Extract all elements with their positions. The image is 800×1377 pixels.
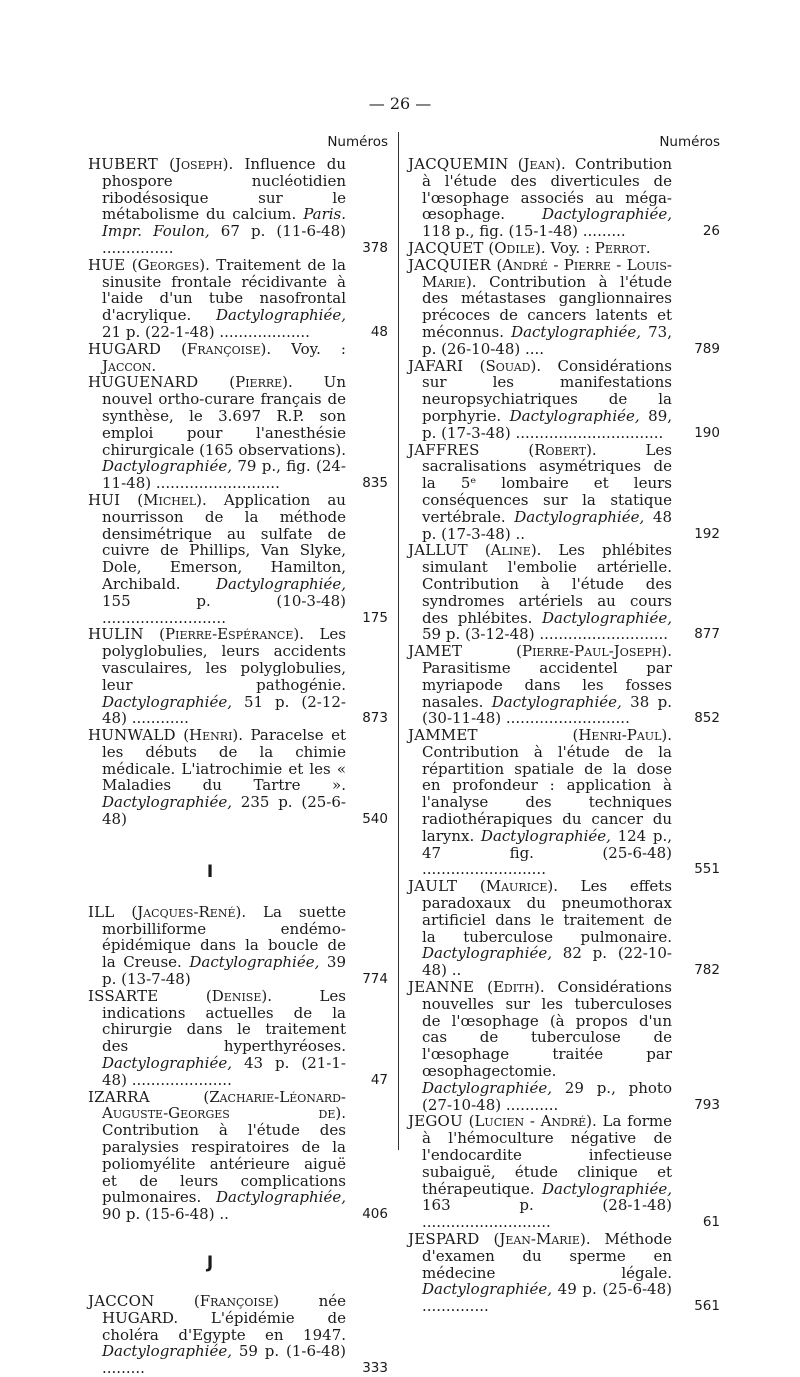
entry-number: 540	[362, 811, 388, 828]
index-entry	[408, 878, 720, 979]
entry-given-name: (Maurice).	[479, 877, 559, 896]
index-entry	[88, 988, 388, 1089]
entry-name: HUBERT	[88, 155, 158, 173]
entry-name: IZARRA	[88, 1087, 150, 1106]
entry-text	[408, 240, 672, 257]
entry-title: Méthode d'examen du sperme en médecine légale.	[422, 1230, 672, 1282]
entry-name: HUNWALD	[88, 726, 176, 745]
entry-name: JACQUEMIN	[408, 155, 509, 173]
entry-text	[408, 878, 672, 979]
entry-format: Dactylographiée,	[542, 608, 672, 627]
entry-format: Dactylographiée,	[189, 953, 320, 972]
entry-format: Dactylographiée,	[216, 1188, 346, 1207]
entry-given-name: (Françoise)	[193, 1292, 280, 1311]
entry-given-name: (Aline).	[484, 541, 542, 560]
index-entry	[408, 156, 720, 240]
entry-given-name: (Michel).	[137, 490, 207, 509]
entry-details: 90 p. (15-6-48) ..	[102, 1205, 229, 1224]
entry-name: ISSARTE	[88, 986, 159, 1005]
entry-format: Dactylographiée,	[102, 793, 232, 812]
entry-number: 26	[702, 223, 720, 240]
page-number: — 26 —	[368, 94, 432, 113]
entry-details: 38 p. (30-11-48) ..........................	[422, 692, 673, 728]
entry-details: 89, p. (17-3-48) ...............................	[422, 406, 673, 442]
entry-number: 406	[362, 1206, 388, 1223]
index-entry	[88, 727, 388, 828]
index-entry	[88, 492, 388, 626]
index-entry	[408, 257, 720, 358]
entry-title: Traitement de la sinusite frontale récidivante à l'aide d'un tube nasofrontal d'acrylique.	[102, 255, 346, 325]
entry-text	[408, 643, 672, 727]
entry-title: Un nouvel ortho-curare français de synthèse, le 3.697 R.P. son emploi pour l'anesthésie chirurgicale (165 observations).	[102, 373, 346, 459]
entry-details: 82 p. (22-10-48) ..	[422, 944, 672, 980]
entry-text	[88, 156, 346, 257]
entry-given-name: (Odile).	[488, 238, 546, 257]
entry-text	[88, 988, 346, 1089]
entry-format: Dactylographiée,	[102, 692, 232, 711]
entry-given-name: (Denise).	[205, 986, 272, 1005]
entry-details: 235 p. (25-6-48)	[102, 793, 346, 829]
entry-details: 67 p. (11-6-48) ...............	[102, 222, 346, 257]
entry-format: Dactylographiée,	[509, 406, 640, 425]
entry-number: 835	[362, 475, 388, 492]
entry-details: 59 p. (3-12-48) ...........................	[422, 625, 669, 644]
entry-text	[88, 626, 346, 727]
entry-title: Voy. :	[291, 339, 346, 358]
entry-format: Dactylographiée,	[422, 944, 552, 963]
index-entry	[88, 626, 388, 727]
entry-details: 21 p. (22-1-48) ...................	[102, 322, 310, 341]
entry-name: HUGUENARD	[88, 373, 199, 392]
entry-number: 333	[362, 1360, 388, 1377]
entry-format: Dactylographiée,	[102, 457, 232, 476]
entry-text	[88, 1293, 346, 1377]
entry-format: Dactylographiée,	[511, 322, 642, 341]
entry-format: Dactylographiée,	[491, 692, 622, 711]
entry-format: Dactylographiée,	[422, 1078, 552, 1097]
entry-given-name: (André - Pierre - Louis-Marie).	[422, 255, 672, 291]
entry-text	[88, 904, 346, 988]
entry-text	[408, 1231, 672, 1315]
index-entry	[88, 257, 388, 341]
entry-name: JEGOU	[408, 1112, 463, 1131]
entry-given-name: (Pierre-Espérance).	[159, 625, 304, 644]
entry-number: 61	[702, 1214, 720, 1231]
index-entry	[88, 904, 388, 988]
entry-given-name: (Jean).	[517, 155, 566, 173]
index-entry	[88, 1293, 388, 1377]
entry-details: Perrot.	[594, 238, 651, 257]
entry-details: 163 p. (28-1-48) ...........................	[422, 1196, 672, 1232]
entry-details: 48 p. (17-3-48) ..	[422, 507, 672, 543]
entry-given-name: (Zacharie-Léonard-Auguste-Georges de).	[102, 1087, 346, 1123]
entry-title: Contribution à l'étude des paralysies respiratoires de la poliomyélite antérieure aiguë et de leurs complications pulmonaires.	[102, 1121, 346, 1207]
index-entry	[408, 1113, 720, 1231]
entry-list	[88, 904, 388, 1223]
entry-text	[408, 257, 672, 358]
entry-text	[408, 442, 672, 543]
entry-name: JAFARI	[408, 356, 464, 375]
entry-given-name: (Pierre).	[229, 373, 293, 392]
entry-given-name: (Robert).	[528, 440, 597, 459]
index-entry	[408, 442, 720, 543]
entry-text	[408, 358, 672, 442]
entry-list	[88, 1293, 388, 1377]
entry-title: Les sacralisations asymétriques de la 5ᵉ lombaire et leurs conséquences sur la statique vertébrale.	[422, 440, 672, 526]
column-divider	[398, 132, 399, 1150]
entry-name: HUGARD	[88, 339, 162, 358]
entry-number: 48	[370, 323, 388, 340]
entry-title: Contribution à l'étude des diverticules de l'œsophage associés au méga-œsophage.	[422, 155, 672, 224]
entry-number: 378	[362, 239, 388, 256]
entry-details: 73, p. (26-10-48) ....	[422, 322, 672, 358]
entry-details: 79 p., fig. (24-11-48) ..........................	[102, 457, 346, 493]
entry-format: Dactylographiée,	[422, 1280, 552, 1299]
column-header: Numéros	[659, 134, 720, 150]
entry-title: Considérations sur les manifestations neuropsychiatriques de la porphyrie.	[422, 356, 672, 425]
left-column	[88, 134, 388, 1377]
entry-given-name: (Henri-Paul).	[572, 726, 672, 745]
entry-number: 561	[694, 1298, 720, 1315]
entry-title: Les effets paradoxaux du pneumothorax artificiel dans le traitement de la tuberculose pulmonaire.	[422, 877, 672, 946]
entry-title: Paracelse et les débuts de la chimie médicale. L'iatrochimie et les « Maladies du Tartre ».	[102, 726, 346, 795]
entry-given-name: (Françoise).	[181, 339, 272, 358]
index-entry	[408, 979, 720, 1113]
index-entry	[408, 542, 720, 643]
entry-format: Dactylographiée,	[102, 1054, 232, 1073]
entry-list	[408, 156, 720, 1315]
entry-format: Paris. Impr. Foulon,	[102, 205, 346, 241]
entry-title: Considérations nouvelles sur les tuberculoses de l'œsophage (à propos d'un cas de tuberculose de l'œsophage traitée par œsophagectomie.	[422, 978, 672, 1081]
section-letter: J	[206, 1253, 214, 1274]
entry-name: JACQUET	[408, 238, 484, 257]
entry-given-name: (Souad).	[479, 356, 542, 375]
entry-format: Dactylographiée,	[542, 205, 672, 224]
entry-text	[88, 374, 346, 492]
entry-format: Dactylographiée,	[542, 1179, 672, 1198]
entry-number: 852	[694, 710, 720, 727]
entry-text	[408, 542, 672, 643]
entry-title: Contribution à l'étude de la répartition spatiale de la dose en profondeur : application à l'analyse des techniques radiothérapiques du cancer du larynx.	[422, 742, 672, 845]
entry-text	[88, 257, 346, 341]
entry-name: ILL	[88, 902, 115, 921]
index-entry	[88, 156, 388, 257]
index-entry	[408, 643, 720, 727]
entry-title: née HUGARD. L'épidémie de choléra d'Egypte en 1947.	[102, 1292, 346, 1344]
right-column	[408, 134, 720, 1315]
entry-text	[408, 979, 672, 1113]
entry-title: Application au nourrisson de la méthode densimétrique au sulfate de cuivre de Phillips, Van Slyke, Dole, Emerson, Hamilton, Archibald.	[102, 490, 346, 593]
entry-number: 192	[694, 525, 720, 542]
entry-format: Dactylographiée,	[216, 306, 346, 325]
entry-text	[408, 1113, 672, 1231]
index-entry	[88, 374, 388, 492]
entry-name: JALLUT	[408, 541, 468, 560]
entry-name: JACCON	[88, 1292, 155, 1311]
entry-format: Dactylographiée,	[480, 826, 611, 845]
entry-details: 29 p., photo (27-10-48) ...........	[422, 1078, 672, 1114]
entry-given-name: (Lucien - André).	[468, 1112, 597, 1131]
entry-text	[88, 341, 346, 375]
entry-given-name: (Jacques-René).	[131, 902, 247, 921]
entry-details: 43 p. (21-1-48) .....................	[102, 1054, 346, 1089]
entry-details: Jaccon.	[102, 356, 157, 375]
entry-name: JEANNE	[408, 978, 475, 997]
column-header: Numéros	[327, 134, 388, 150]
index-entry	[88, 1089, 388, 1223]
entry-name: HUI	[88, 490, 121, 509]
entry-format: Dactylographiée,	[216, 574, 346, 593]
entry-number: 47	[370, 1071, 388, 1088]
entry-number: 782	[694, 962, 720, 979]
entry-title: Voy. :	[550, 238, 595, 257]
entry-title: Parasitisme accidentel par myriapode dans les fosses nasales.	[422, 658, 672, 711]
entry-title: Les indications actuelles de la chirurgie dans le traitement des hyperthyréoses.	[102, 986, 346, 1056]
entry-details: 39 p. (13-7-48)	[102, 953, 346, 989]
entry-details: 49 p. (25-6-48) ..............	[422, 1280, 672, 1316]
index-entry	[408, 1231, 720, 1315]
entry-name: JESPARD	[408, 1230, 480, 1248]
index-entry	[408, 727, 720, 878]
entry-details: 124 p., 47 fig. (25-6-48) ..........................	[422, 826, 672, 879]
entry-number: 789	[694, 340, 720, 357]
entry-given-name: (Jean-Marie).	[493, 1230, 591, 1248]
section-letter: I	[206, 861, 214, 882]
entry-text	[408, 727, 672, 878]
entry-title: La forme à l'hémoculture négative de l'endocardite infectieuse subaiguë, étude clinique et thérapeutique.	[422, 1112, 672, 1198]
entry-given-name: (Henri).	[183, 726, 244, 745]
entry-title: La suette morbilliforme endémo-épidémique dans la boucle de la Creuse.	[102, 902, 346, 972]
entry-list	[88, 156, 388, 828]
entry-given-name: (Pierre-Paul-Joseph).	[516, 642, 672, 661]
entry-given-name: (Edith).	[487, 978, 545, 997]
entry-details: 118 p., fig. (15-1-48) .........	[422, 222, 626, 241]
entry-details: 59 p. (1-6-48) .........	[102, 1342, 346, 1377]
entry-number: 873	[362, 710, 388, 727]
entry-format: Dactylographiée,	[102, 1342, 232, 1361]
entry-name: HULIN	[88, 625, 144, 644]
index-entry	[408, 358, 720, 442]
entry-number: 190	[694, 424, 720, 441]
entry-number: 774	[362, 971, 388, 988]
entry-name: JAMET	[408, 642, 463, 661]
entry-title: Influence du phospore nucléotidien ribodésosique sur le métabolisme du calcium.	[102, 155, 346, 224]
entry-text	[88, 1089, 346, 1223]
entry-name: JAFFRES	[408, 440, 480, 459]
entry-details: 155 p. (10-3-48) ..........................	[102, 591, 346, 627]
entry-text	[88, 492, 346, 626]
entry-format: Dactylographiée,	[514, 507, 645, 526]
entry-name: HUE	[88, 255, 126, 274]
entry-name: JAULT	[408, 877, 458, 896]
entry-number: 793	[694, 1096, 720, 1113]
entry-number: 551	[694, 861, 720, 878]
entry-number: 877	[694, 626, 720, 643]
entry-given-name: (Georges).	[131, 255, 210, 274]
entry-text	[408, 156, 672, 240]
entry-name: JACQUIER	[408, 255, 492, 274]
entry-title: Contribution à l'étude des métastases ganglionnaires précoces de cancers latents et méconnus.	[422, 272, 672, 341]
entry-number: 175	[362, 609, 388, 626]
entry-given-name: (Joseph).	[169, 155, 234, 173]
entry-details: 51 p. (2-12-48) ............	[102, 692, 346, 728]
entry-text	[88, 727, 346, 828]
index-entry	[408, 240, 720, 257]
index-entry	[88, 341, 388, 375]
entry-title: Les phlébites simulant l'embolie artérielle. Contribution à l'étude des syndromes artériels au cours des phlébites.	[422, 541, 672, 627]
entry-name: JAMMET	[408, 726, 478, 745]
entry-title: Les polyglobulies, leurs accidents vasculaires, les polyglobulies, leur pathogénie.	[102, 625, 346, 694]
